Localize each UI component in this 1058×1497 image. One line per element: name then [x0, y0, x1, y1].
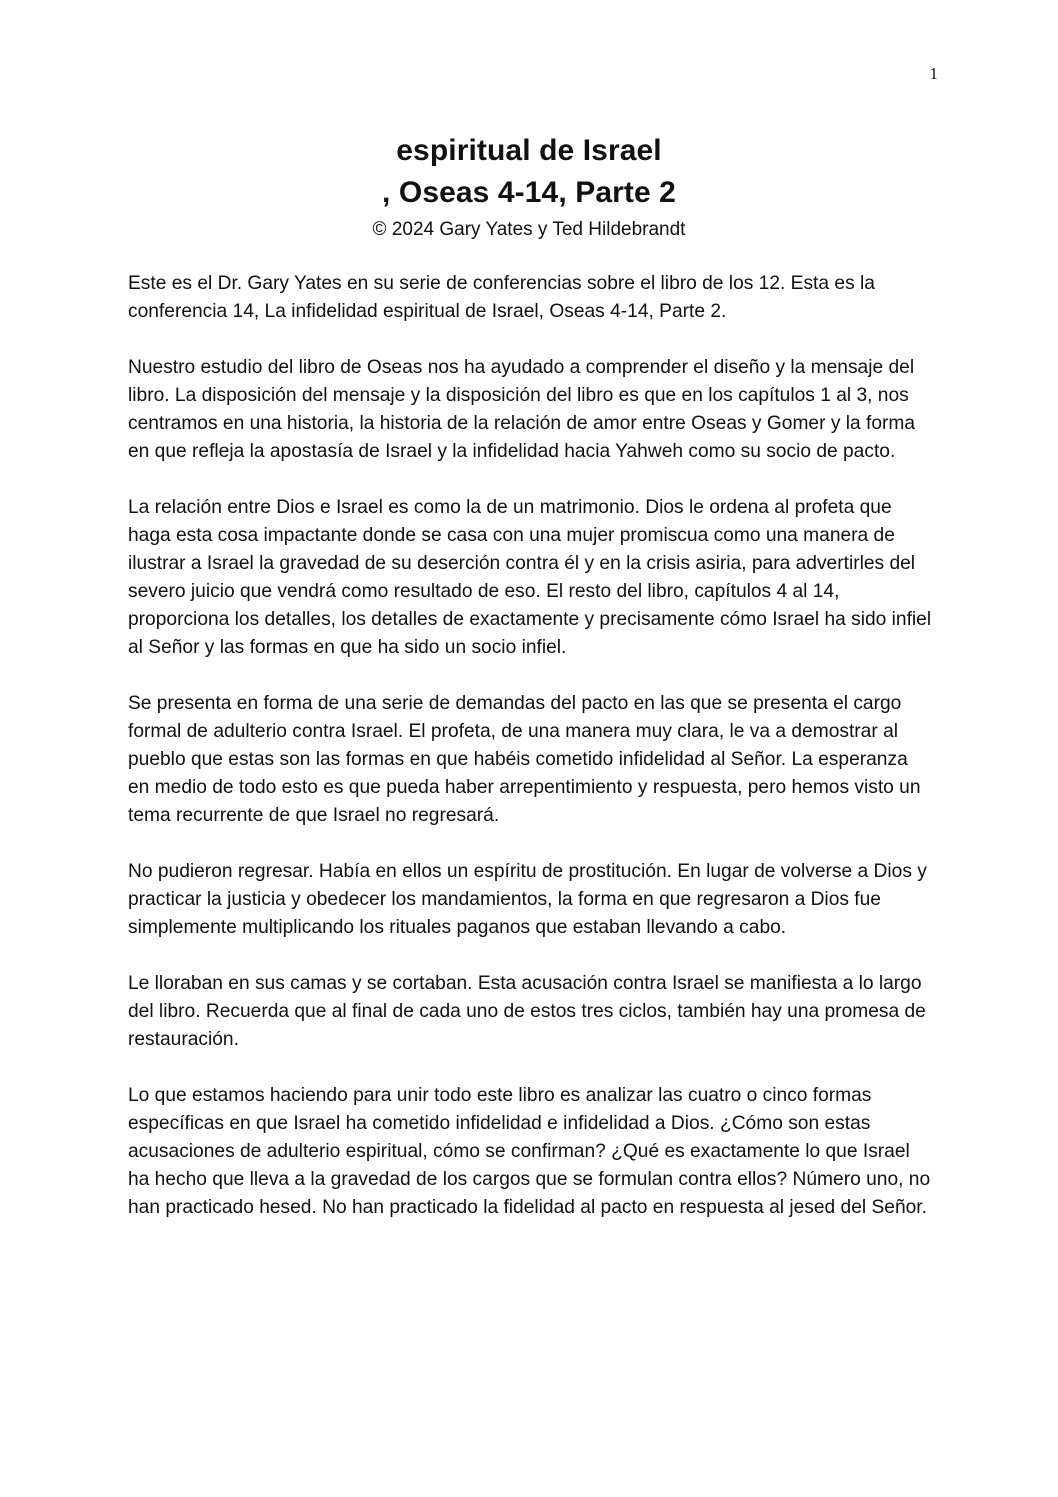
paragraph-3: La relación entre Dios e Israel es como la de un matrimonio. Dios le ordena al profeta que haga esta cosa impactante donde se casa con una mujer promiscua como una manera de ilustrar a Israel la gravedad de su deserción contra él y en la crisis asiria, para advertirles del severo juicio que vendrá como resultado de eso. El resto del libro, capítulos 4 al 14, proporciona los detalles, los detalles de exactamente y precisamente cómo Israel ha sido infiel al Señor y las formas en que ha sido un socio infiel.: [128, 497, 932, 658]
paragraph-1: Este es el Dr. Gary Yates en su serie de conferencias sobre el libro de los 12. Esta es la conferencia 14, La infidelidad espiritual de Israel, Oseas 4-14, Parte 2.: [128, 273, 875, 322]
paragraph-5: No pudieron regresar. Había en ellos un espíritu de prostitución. En lugar de volverse a Dios y practicar la justicia y obedecer los mandamientos, la forma en que regresaron a Dios fue simplemente multiplicando los rituales paganos que estaban llevando a cabo.: [128, 861, 927, 938]
document-body: [128, 270, 934, 1250]
page-number: 1: [929, 64, 938, 83]
paragraph-7: Lo que estamos haciendo para unir todo este libro es analizar las cuatro o cinco formas específicas en que Israel ha cometido infidelidad e infidelidad a Dios. ¿Cómo son estas acusaciones de adulterio espiritual, cómo se confirman? ¿Qué es exactamente lo que Israel ha hecho que lleva a la gravedad de los cargos que se formulan contra ellos? Número uno, no han practicado hesed. No han practicado la fidelidad al pacto en respuesta al jesed del Señor.: [128, 1085, 931, 1218]
paragraph-4: Se presenta en forma de una serie de demandas del pacto en las que se presenta el cargo formal de adulterio contra Israel. El profeta, de una manera muy clara, le va a demostrar al pueblo que estas son las formas en que habéis cometido infidelidad al Señor. La esperanza en medio de todo esto es que pueda haber arrepentimiento y respuesta, pero hemos visto un tema recurrente de que Israel no regresará.: [128, 693, 921, 826]
document-header: [0, 130, 1058, 244]
copyright-line: © 2024 Gary Yates y Ted Hildebrandt: [372, 219, 686, 240]
title-line-2: , Oseas 4-14, Parte 2: [382, 176, 676, 209]
paragraph-2: Nuestro estudio del libro de Oseas nos ha ayudado a comprender el diseño y la mensaje del libro. La disposición del mensaje y la disposición del libro es que en los capítulos 1 al 3, nos centramos en una historia, la historia de la relación de amor entre Oseas y Gomer y la forma en que refleja la apostasía de Israel y la infidelidad hacia Yahweh como su socio de pacto.: [128, 357, 916, 462]
title-line-1: espiritual de Israel: [396, 134, 662, 167]
paragraph-6: Le lloraban en sus camas y se cortaban. Esta acusación contra Israel se manifiesta a lo largo del libro. Recuerda que al final de cada uno de estos tres ciclos, también hay una promesa de restauración.: [128, 973, 926, 1050]
